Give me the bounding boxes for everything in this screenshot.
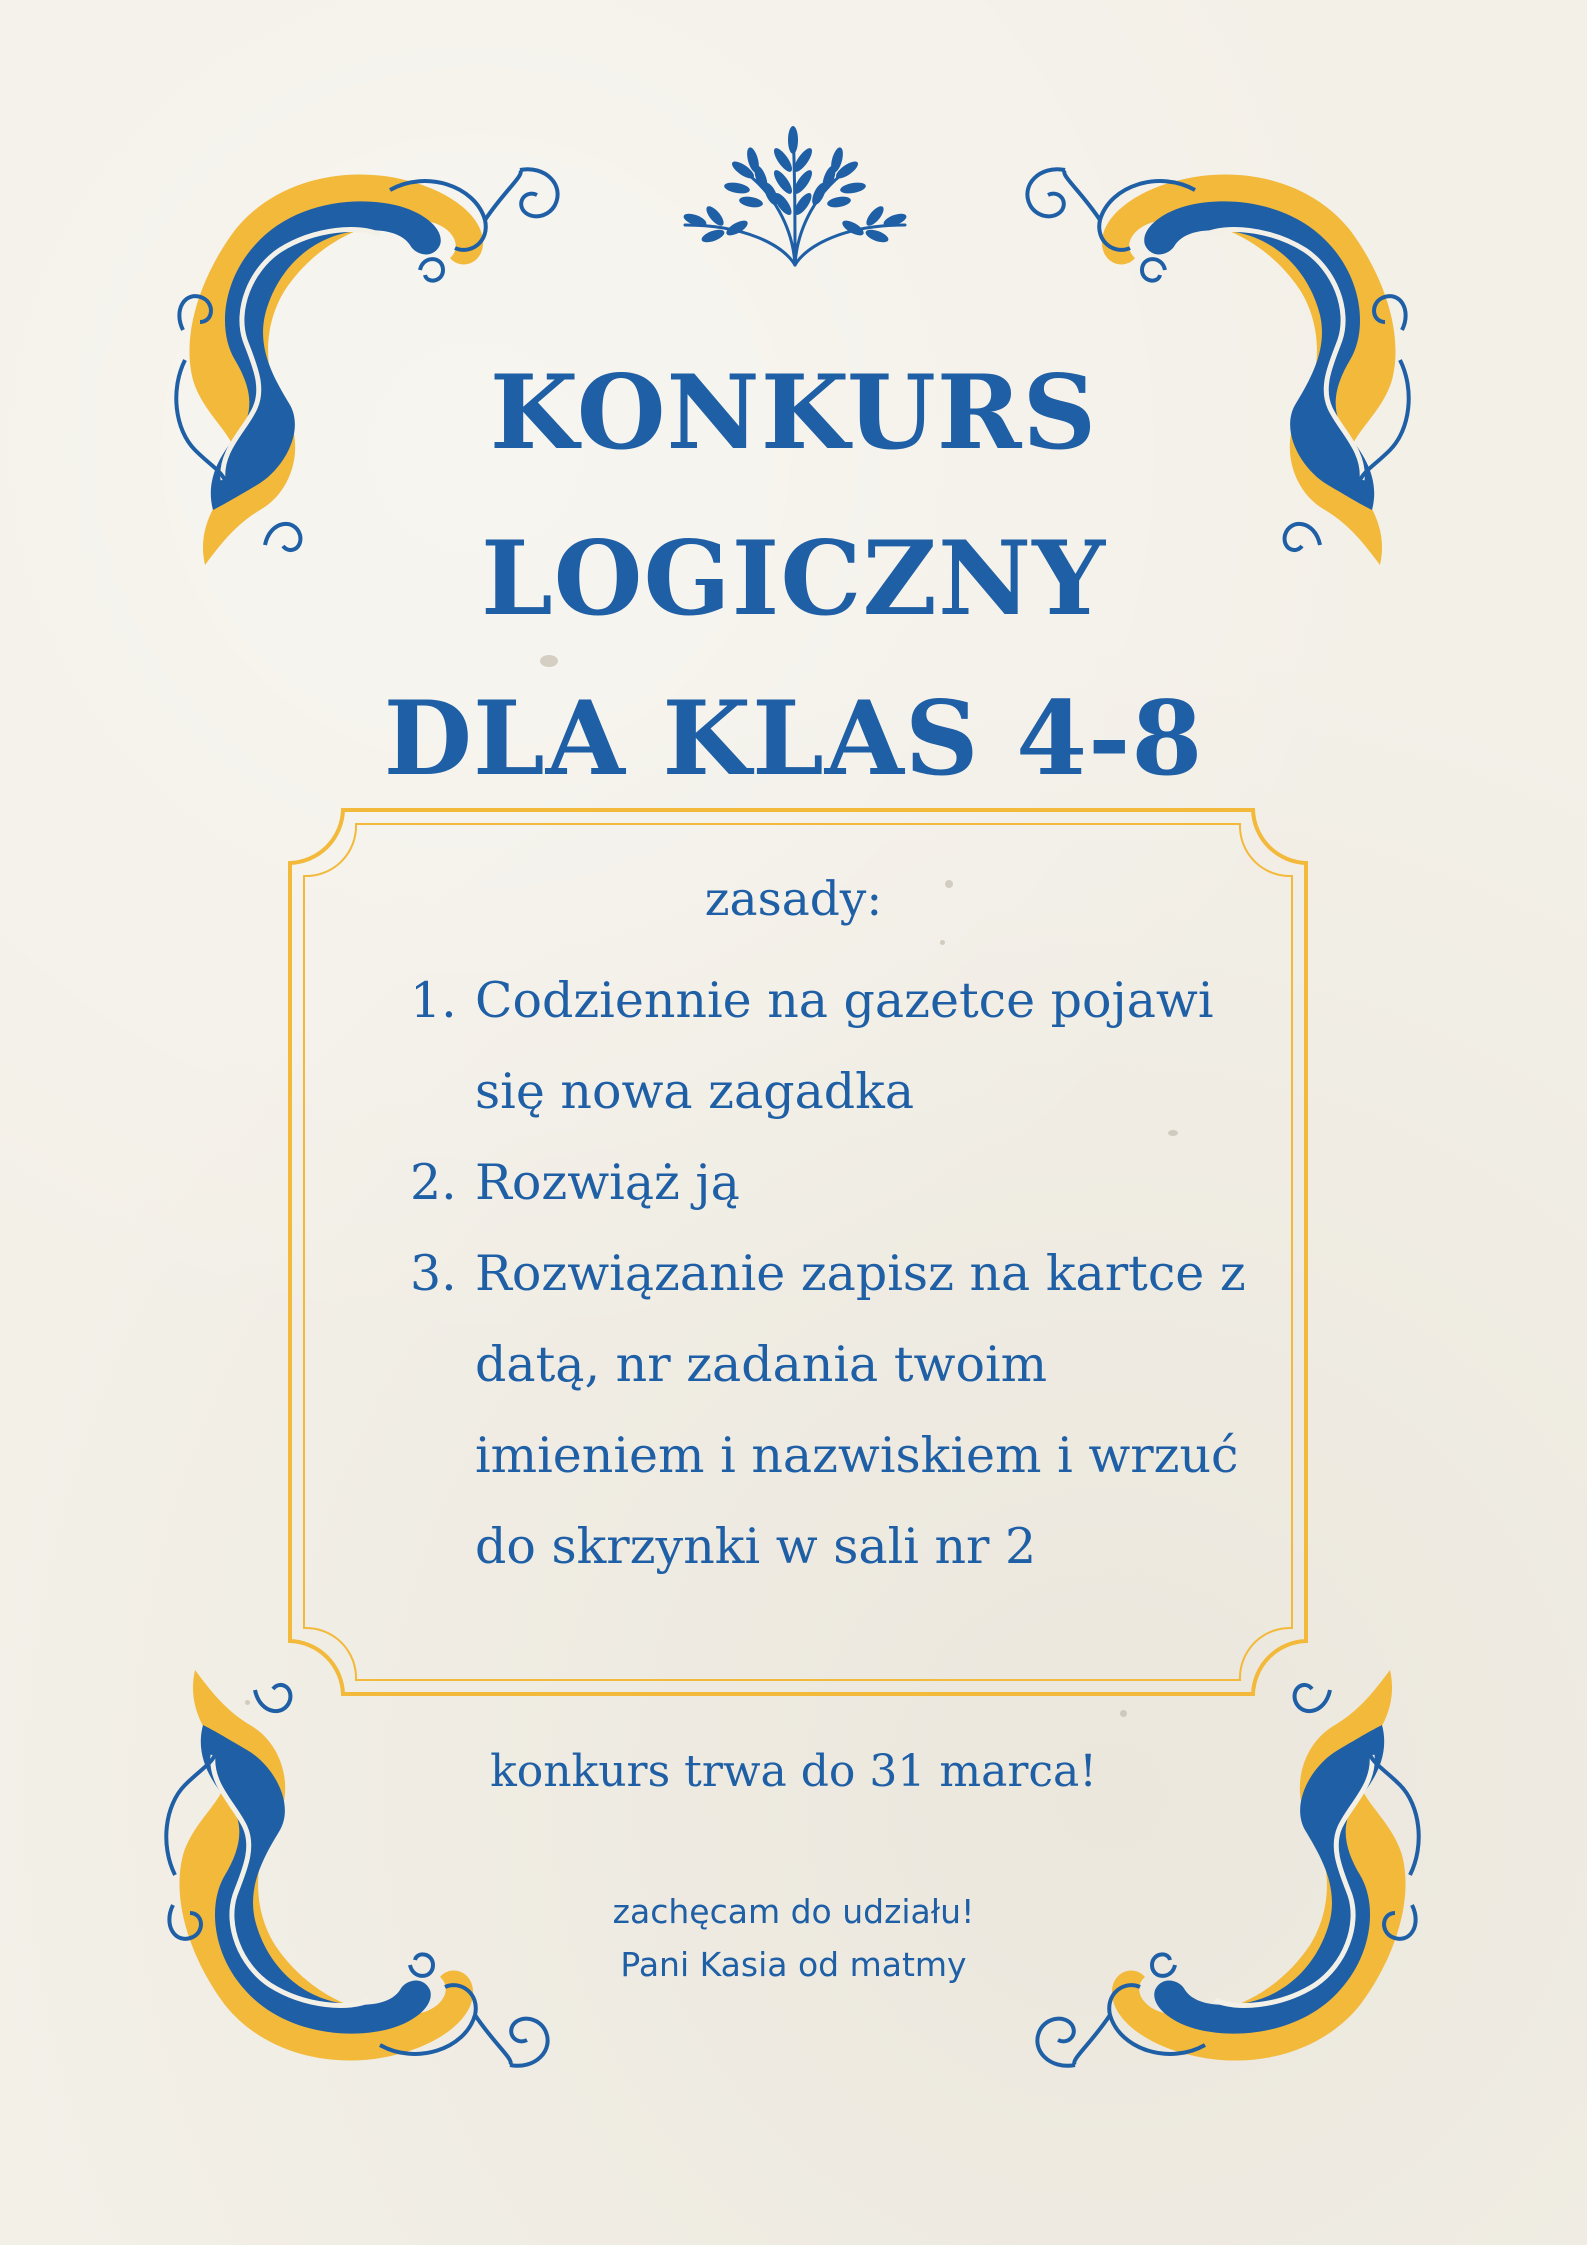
rule-item — [410, 955, 1260, 1137]
title-line-1: KONKURS — [489, 353, 1098, 473]
footer-signature: Pani Kasia od matmy — [620, 1945, 967, 1984]
baroque-scroll-icon — [166, 1670, 547, 2066]
rule-number: 3. — [410, 1245, 457, 1302]
rule-text: Rozwiąż ją — [475, 1154, 740, 1211]
rule-item — [410, 1137, 1260, 1228]
rule-number: 2. — [410, 1154, 457, 1211]
paper-speck — [540, 655, 558, 667]
footer — [0, 1885, 1587, 1991]
corner-ornament-bottom-right — [1010, 1665, 1430, 2085]
rules-list — [410, 955, 1260, 1592]
wheat-sprig-icon — [665, 120, 925, 270]
rule-number: 1. — [410, 972, 457, 1029]
title-line-3: DLA KLAS 4-8 — [383, 679, 1204, 799]
corner-ornament-bottom-left — [155, 1665, 575, 2085]
rule-text: Codziennie na gazetce pojawi się nowa zagadka — [475, 972, 1214, 1120]
footer-invitation: zachęcam do udziału! — [612, 1892, 975, 1931]
baroque-scroll-icon — [1037, 1670, 1418, 2066]
title-line-2: LOGICZNY — [480, 519, 1107, 639]
rule-item — [410, 1228, 1260, 1592]
deadline-text: konkurs trwa do 31 marca! — [490, 1746, 1097, 1797]
rule-text: Rozwiązanie zapisz na kartce z datą, nr zadania twoim imieniem i nazwiskiem i wrzuć do skrzynki w sali nr 2 — [475, 1245, 1246, 1575]
rules-heading: zasady: — [704, 872, 883, 927]
